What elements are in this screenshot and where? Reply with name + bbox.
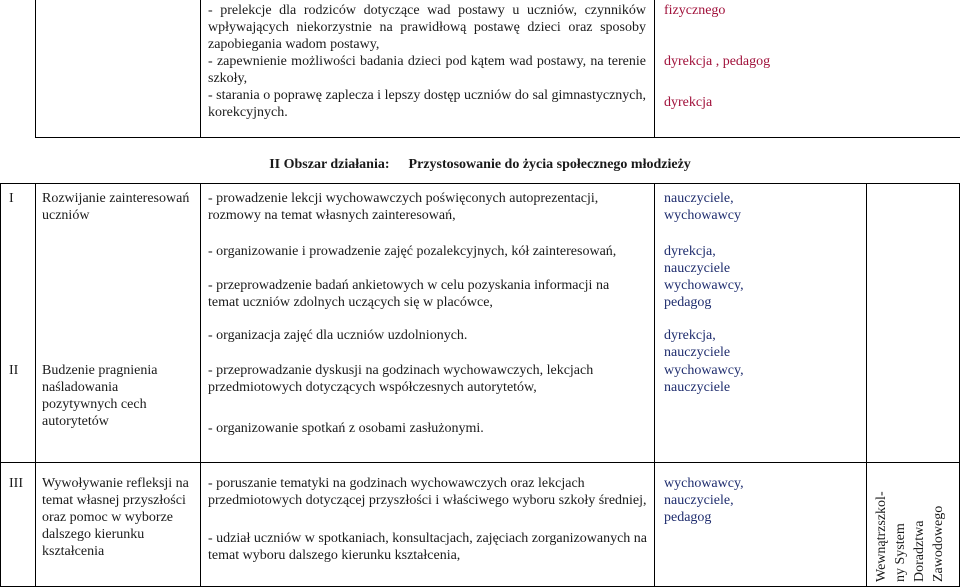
side-note-line: Doradztwa [912,520,927,582]
row-content-item: - organizacja zajęć dla uczniów uzdolnionych. [208,328,468,343]
row-responsible: nauczyciele, wychowawcy [664,191,741,223]
top-content-item: - starania o poprawę zaplecza i lepszy dostęp uczniów do sal gimnastycznych, korekcyjnych. [208,88,646,120]
row-task: Budzenie pragnienia naśladowania pozytywnych cech autorytetów [42,363,158,429]
table-border [35,0,36,137]
top-responsible-2: dyrekcja , pedagog [664,54,771,69]
top-content-item: - prelekcje dla rodziców dotyczące wad postawy u uczniów, czynników wpływających niekorzystnie na prawidłową postawę dzieci oraz sposoby zapobiegania wadom postawy, [208,3,646,52]
table-border [0,462,960,463]
top-content-item: - zapewnienie możliwości badania dzieci pod kątem wad postawy, na terenie szkoły, [208,54,646,86]
side-note-line: Zawodowego [931,505,946,582]
table-border [35,137,960,138]
row-responsible: wychowawcy, pedagog [664,278,744,310]
side-note-line: Wewnątrzszkol- [874,491,889,582]
row-content-item: - przeprowadzenie badań ankietowych w celu pozyskania informacji na temat uczniów zdolnych uczących się w placówce, [208,278,610,310]
table-border [866,183,867,587]
row-number: III [9,476,23,491]
table-border [0,183,960,184]
row-number: II [9,363,19,378]
row-responsible: wychowawcy, nauczyciele [664,363,744,395]
section-title-prefix: II Obszar działania: [269,157,390,172]
table-border [654,0,655,137]
row-content-item: - udział uczniów w spotkaniach, konsultacjach, zajęciach zorganizowanych na temat wyboru dalszego kierunku kształcenia, [208,531,648,563]
row-task: Rozwijanie zainteresowań uczniów [42,191,190,223]
row-content-item: - organizowanie spotkań z osobami zasłużonymi. [208,421,484,436]
row-content-item: - przeprowadzanie dyskusji na godzinach wychowawczych, lekcjach przedmiotowych dotyczących współczesnych autorytetów, [208,363,594,395]
row-content-item: - poruszanie tematyki na godzinach wychowawczych oraz lekcjach przedmiotowych dotyczącej przyszłości i właściwego wyboru szkoły średniej, [208,476,647,508]
row-content: - prowadzenie lekcji wychowawczych poświęconych autoprezentacji, rozmowy na temat własnych zainteresowań, [208,191,599,223]
row-responsible: dyrekcja, nauczyciele [664,244,731,276]
table-border [35,183,36,587]
top-responsible-1: fizycznego [664,3,726,18]
top-responsible-3: dyrekcja [664,95,713,110]
table-border [0,183,1,587]
row-responsible: wychowawcy, nauczyciele, pedagog [664,476,744,525]
row-responsible: dyrekcja, nauczyciele [664,328,731,360]
row-number: I [9,191,14,206]
section-title [0,156,960,173]
table-border [200,0,201,137]
top-content [208,2,646,121]
table-border [200,183,201,587]
side-note-line: ny System [893,523,908,582]
table-border [0,586,960,587]
row-content-item: - organizowanie i prowadzenie zajęć pozalekcyjnych, kół zainteresowań, [208,244,617,259]
section-title-name: Przystosowanie do życia społecznego młodzieży [408,157,691,172]
row-task: Wywoływanie refleksji na temat własnej przyszłości oraz pomoc w wyborze dalszego kierunku kształcenia [42,476,189,559]
